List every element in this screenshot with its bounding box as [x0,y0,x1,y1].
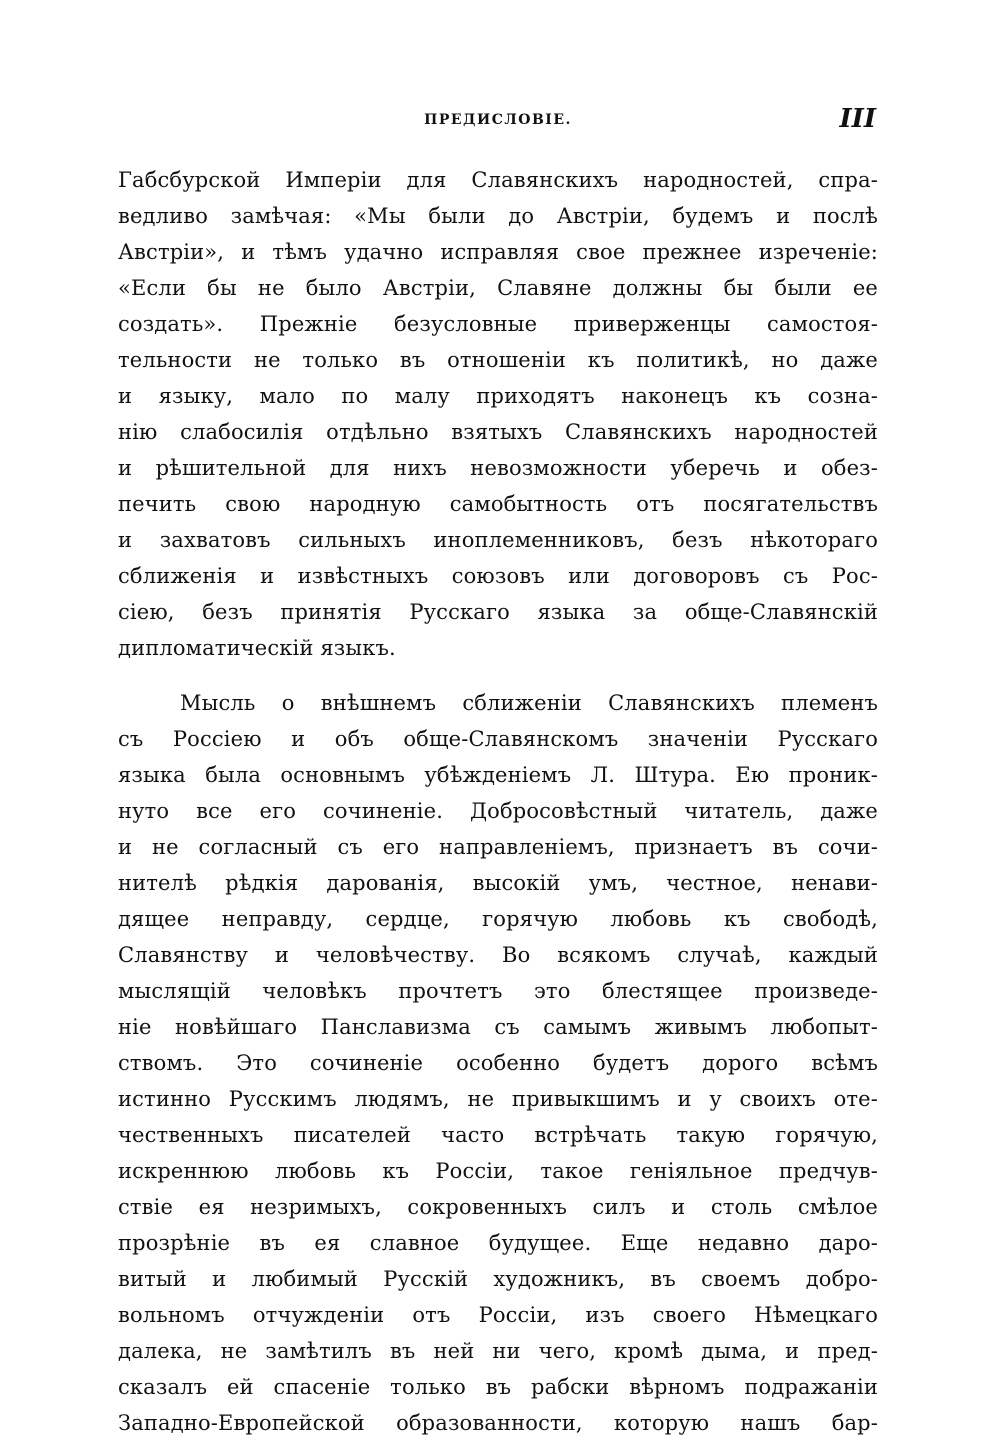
text-line: витый и любимый Русскій художникъ, въ своемъ добро- [118,1267,878,1291]
text-line: Славянству и человѣчеству. Во всякомъ случаѣ, каждый [118,943,878,967]
text-line: нуто все его сочиненіе. Добросовѣстный читатель, даже [118,799,878,823]
text-line: печить свою народную самобытность отъ посягательствъ [118,492,878,516]
text-line: и не согласный съ его направленіемъ, признаетъ въ сочи- [118,835,878,859]
text-line: создать». Прежніе безусловные приверженцы самостоя- [118,312,878,336]
text-line: тельности не только въ отношеніи къ политикѣ, но даже [118,348,878,372]
text-line: ствомъ. Это сочиненіе особенно будетъ дорого всѣмъ [118,1051,878,1075]
text-line: Западно-Европейской образованности, которую нашъ бар- [118,1411,878,1435]
text-line: дипломатическій языкъ. [118,636,396,660]
text-line: и языку, мало по малу приходятъ наконецъ къ созна- [118,384,878,408]
text-line: сближенія и извѣстныхъ союзовъ или договоровъ съ Рос- [118,564,878,588]
paragraph-spacer [118,666,878,685]
text-line: вольномъ отчужденіи отъ Россіи, изъ своего Нѣмецкаго [118,1303,878,1327]
running-title: ПРЕДИСЛОВІЕ. [424,112,572,128]
text-line: языка была основнымъ убѣжденіемъ Л. Штура. Ею проник- [118,763,878,787]
text-line: Габсбурской Имперіи для Славянскихъ народностей, спра- [118,168,878,192]
text-line: искреннюю любовь къ Россіи, такое геніяльное предчув- [118,1159,878,1183]
text-line: чественныхъ писателей часто встрѣчать такую горячую, [118,1123,878,1147]
text-line: ніе новѣйшаго Панславизма съ самымъ живымъ любопыт- [118,1015,878,1039]
text-line: истинно Русскимъ людямъ, не привыкшимъ и у своихъ оте- [118,1087,878,1111]
paragraph-2 [118,685,878,1441]
text-line: ствіе ея незримыхъ, сокровенныхъ силъ и столь смѣлое [118,1195,878,1219]
running-head [118,104,878,134]
text-line: и захватовъ сильныхъ иноплеменниковъ, безъ нѣкотораго [118,528,878,552]
text-line: «Если бы не было Австріи, Славяне должны бы были ее [118,276,878,300]
text-line: нителѣ рѣдкія дарованія, высокій умъ, честное, ненави- [118,871,878,895]
text-line: Австріи», и тѣмъ удачно исправляя свое прежнее изреченіе: [118,240,878,264]
text-line: сказалъ ей спасеніе только въ рабски вѣрномъ подражаніи [118,1375,878,1399]
page-number: III [839,104,876,134]
text-line: прозрѣніе въ ея славное будущее. Еще недавно даро- [118,1231,878,1255]
text-line: нію слабосилія отдѣльно взятыхъ Славянскихъ народностей [118,420,878,444]
text-line: Мысль о внѣшнемъ сближеніи Славянскихъ племенъ [180,691,878,715]
paragraph-1 [118,162,878,666]
text-line: сіею, безъ принятія Русскаго языка за обще-Славянскій [118,600,878,624]
text-line: съ Россіею и объ обще-Славянскомъ значеніи Русскаго [118,727,878,751]
text-line: ведливо замѣчая: «Мы были до Австріи, будемъ и послѣ [118,204,878,228]
text-line: мыслящій человѣкъ прочтетъ это блестящее произведе- [118,979,878,1003]
body-text [118,162,878,1441]
text-line: дящее неправду, сердце, горячую любовь къ свободѣ, [118,907,878,931]
text-line: и рѣшительной для нихъ невозможности уберечь и обез- [118,456,878,480]
text-line: далека, не замѣтилъ въ ней ни чего, кромѣ дыма, и пред- [118,1339,878,1363]
